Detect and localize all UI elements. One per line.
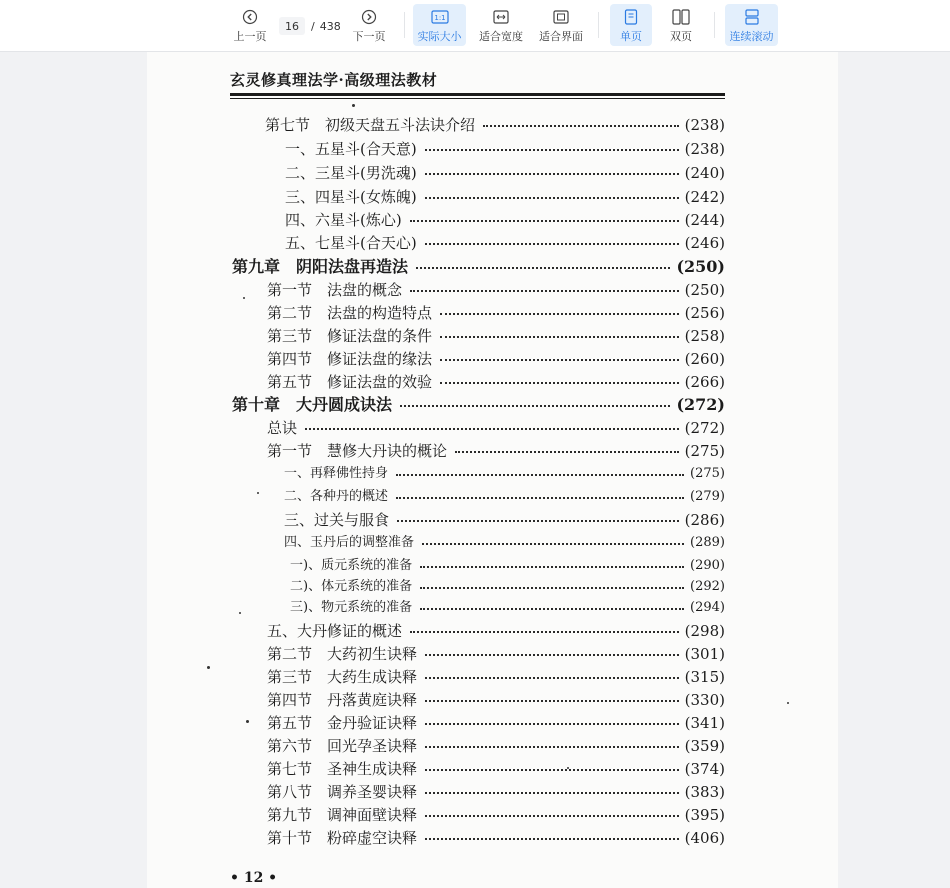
double-page-icon <box>672 8 690 26</box>
leader-dots <box>410 218 679 222</box>
chevron-right-icon <box>361 8 377 26</box>
toc-entry <box>267 827 725 849</box>
toc-entry-title: 一、再释佛性持身 <box>284 466 389 481</box>
leader-dots <box>422 541 684 545</box>
toc-entry <box>284 486 725 508</box>
page-separator: / <box>311 19 315 33</box>
next-page-label: 下一页 <box>352 30 386 43</box>
toc-entry-title: 三、过关与服食 <box>284 511 390 529</box>
fit-page-icon <box>553 8 569 26</box>
toc-entry-page: (292) <box>690 579 725 594</box>
leader-dots <box>440 334 679 338</box>
toc-entry-title: 五、大丹修证的概述 <box>267 622 403 640</box>
toc-entry <box>290 555 725 577</box>
toc-entry-title: 一)、质元系统的准备 <box>290 558 413 573</box>
toc-entry <box>284 509 725 531</box>
toc-entry-page: (266) <box>684 373 725 391</box>
scan-speck <box>567 767 569 769</box>
fit-width-button[interactable] <box>475 4 527 46</box>
toc-entry-title: 第四节 丹落黄庭诀释 <box>267 691 418 709</box>
leader-dots <box>416 265 670 269</box>
toc-entry-page: (374) <box>684 760 725 778</box>
toc-entry-page: (250) <box>676 257 725 276</box>
toc-entry-page: (250) <box>684 281 725 299</box>
toc-chapter <box>232 394 725 416</box>
toc-entry-title: 第一节 法盘的概念 <box>267 281 403 299</box>
leader-dots <box>420 606 684 610</box>
toc-entry-page: (315) <box>684 668 725 686</box>
chevron-left-icon <box>242 8 258 26</box>
toc-entry-page: (341) <box>684 714 725 732</box>
toc-entry-page: (383) <box>684 783 725 801</box>
document-page <box>147 52 838 888</box>
toc-entry <box>267 417 725 439</box>
leader-dots <box>425 147 679 151</box>
toc-entry <box>267 643 725 665</box>
toc-entry-title: 第五节 修证法盘的效验 <box>267 373 433 391</box>
leader-dots <box>400 403 670 407</box>
leader-dots <box>425 241 679 245</box>
next-page-button[interactable] <box>347 4 391 46</box>
toc-entry <box>267 666 725 688</box>
toc-entry-title: 第七节 初级天盘五斗法诀介绍 <box>265 116 476 134</box>
toc-entry <box>285 209 725 231</box>
toc-entry-page: (240) <box>684 164 725 182</box>
actual-size-button[interactable] <box>413 4 466 46</box>
toc-entry <box>267 620 725 642</box>
leader-dots <box>425 813 679 817</box>
toc-entry-title: 第一节 慧修大丹诀的概论 <box>267 442 448 460</box>
toc-entry-title: 第三节 修证法盘的条件 <box>267 327 433 345</box>
toc-entry-page: (275) <box>684 442 725 460</box>
toc-entry-page: (301) <box>684 645 725 663</box>
current-page-input[interactable] <box>279 17 305 35</box>
leader-dots <box>420 585 684 589</box>
leader-dots <box>396 495 684 499</box>
toc-entry <box>267 712 725 734</box>
toc-entry-page: (275) <box>690 466 725 481</box>
fit-width-icon <box>493 8 509 26</box>
toc-entry-page: (244) <box>684 211 725 229</box>
toc-entry <box>267 689 725 711</box>
toc-entry-page: (258) <box>684 327 725 345</box>
leader-dots <box>425 836 679 840</box>
fit-page-button[interactable] <box>535 4 587 46</box>
toc-entry <box>265 114 725 136</box>
leader-dots <box>440 380 679 384</box>
toc-entry-title: 第三节 大药生成诀释 <box>267 668 418 686</box>
toc-entry <box>267 781 725 803</box>
toc-entry-title: 五、七星斗(合天心) <box>285 234 417 252</box>
leader-dots <box>396 472 684 476</box>
toc-entry <box>285 162 725 184</box>
toolbar-divider <box>714 12 715 38</box>
toc-entry-title: 二、三星斗(男洗魂) <box>285 164 417 182</box>
toolbar-divider <box>598 12 599 38</box>
leader-dots <box>425 790 679 794</box>
toc-entry-title: 总诀 <box>267 419 298 437</box>
fit-page-label: 适合界面 <box>539 30 583 43</box>
toc-entry-title: 第九节 调神面壁诀释 <box>267 806 418 824</box>
toc-entry-page: (246) <box>684 234 725 252</box>
leader-dots <box>455 449 679 453</box>
toc-entry-title: 一、五星斗(合天意) <box>285 140 417 158</box>
leader-dots <box>425 744 679 748</box>
scan-speck <box>243 297 245 299</box>
page-indicator <box>279 16 341 36</box>
fit-width-label: 适合宽度 <box>479 30 523 43</box>
scan-speck <box>239 612 241 614</box>
header-rule <box>230 93 725 96</box>
toc-entry-page: (286) <box>684 511 725 529</box>
scan-speck <box>246 720 249 723</box>
toc-entry <box>290 597 725 619</box>
toc-entry <box>267 804 725 826</box>
continuous-scroll-icon <box>744 8 760 26</box>
toc-entry <box>285 186 725 208</box>
toc-entry <box>267 348 725 370</box>
leader-dots <box>410 288 679 292</box>
scan-speck <box>207 666 210 669</box>
toc-entry <box>267 371 725 393</box>
toolbar-divider <box>404 12 405 38</box>
toc-entry-title: 第十章 大丹圆成诀法 <box>232 395 393 414</box>
toc-entry <box>267 302 725 324</box>
toc-entry <box>267 325 725 347</box>
leader-dots <box>305 426 679 430</box>
toc-entry-title: 三、四星斗(女炼魄) <box>285 188 417 206</box>
toc-entry <box>284 463 725 485</box>
total-pages: 438 <box>319 19 341 33</box>
toc-entry-page: (272) <box>684 419 725 437</box>
scan-speck <box>352 104 355 107</box>
single-page-label: 单页 <box>620 30 642 43</box>
toc-entry-title: 第二节 大药初生诀释 <box>267 645 418 663</box>
toc-entry-title: 第六节 回光孕圣诀释 <box>267 737 418 755</box>
toc-entry-title: 三)、物元系统的准备 <box>290 600 413 615</box>
leader-dots <box>483 123 679 127</box>
leader-dots <box>397 518 679 522</box>
prev-page-label: 上一页 <box>233 30 267 43</box>
toc-entry-page: (290) <box>690 558 725 573</box>
header-rule <box>230 98 725 99</box>
leader-dots <box>425 171 679 175</box>
toc-entry <box>285 138 725 160</box>
toc-entry-title: 四、六星斗(炼心) <box>285 211 402 229</box>
toc-entry-page: (256) <box>684 304 725 322</box>
svg-text:1:1: 1:1 <box>433 14 446 22</box>
leader-dots <box>425 675 679 679</box>
leader-dots <box>425 195 679 199</box>
toc-entry-page: (289) <box>690 535 725 550</box>
toc-chapter <box>232 256 725 278</box>
toc-entry-title: 第四节 修证法盘的缘法 <box>267 350 433 368</box>
single-page-icon <box>624 8 638 26</box>
toc-entry <box>267 279 725 301</box>
leader-dots <box>410 629 679 633</box>
double-page-label: 双页 <box>670 30 692 43</box>
leader-dots <box>440 311 679 315</box>
prev-page-button[interactable] <box>228 4 272 46</box>
toc-entry-title: 二、各种丹的概述 <box>284 489 389 504</box>
double-page-button[interactable] <box>660 4 702 46</box>
toc-entry-title: 第二节 法盘的构造特点 <box>267 304 433 322</box>
scan-speck <box>257 492 259 494</box>
actual-size-icon <box>431 8 449 26</box>
toc-entry-page: (238) <box>684 116 725 134</box>
toc-entry-page: (238) <box>684 140 725 158</box>
page-number: • 12 • <box>230 870 278 886</box>
toc-entry-page: (359) <box>684 737 725 755</box>
toc-entry-title: 第五节 金丹验证诀释 <box>267 714 418 732</box>
toc-entry <box>267 758 725 780</box>
toc-entry <box>267 440 725 462</box>
toc-entry-page: (242) <box>684 188 725 206</box>
toc-entry <box>267 735 725 757</box>
leader-dots <box>440 357 679 361</box>
toc-entry-page: (330) <box>684 691 725 709</box>
leader-dots <box>425 652 679 656</box>
toc-entry-page: (406) <box>684 829 725 847</box>
leader-dots <box>425 698 679 702</box>
single-page-button[interactable] <box>610 4 652 46</box>
toc-entry-page: (395) <box>684 806 725 824</box>
continuous-scroll-label: 连续滚动 <box>729 30 774 43</box>
leader-dots <box>425 767 679 771</box>
toc-entry-title: 四、玉丹后的调整准备 <box>284 535 415 550</box>
toc-entry-title: 第十节 粉碎虚空诀释 <box>267 829 418 847</box>
continuous-scroll-button[interactable] <box>725 4 778 46</box>
document-viewer[interactable] <box>0 52 950 888</box>
leader-dots <box>425 721 679 725</box>
toc-entry <box>284 532 725 554</box>
scan-speck <box>787 702 789 704</box>
page-header: 玄灵修真理法学·高级理法教材 <box>230 71 438 89</box>
toc-entry-page: (279) <box>690 489 725 504</box>
toc-entry-page: (260) <box>684 350 725 368</box>
leader-dots <box>420 564 684 568</box>
toc-entry <box>290 576 725 598</box>
toc-entry-title: 第八节 调养圣婴诀释 <box>267 783 418 801</box>
toc-entry-title: 第九章 阴阳法盘再造法 <box>232 257 409 276</box>
toc-entry-page: (298) <box>684 622 725 640</box>
actual-size-label: 实际大小 <box>417 30 462 43</box>
viewer-toolbar <box>0 0 950 52</box>
toc-entry-title: 二)、体元系统的准备 <box>290 579 413 594</box>
toc-entry-page: (294) <box>690 600 725 615</box>
toc-entry-title: 第七节 圣神生成诀释 <box>267 760 418 778</box>
toc-entry-page: (272) <box>676 395 725 414</box>
toc-entry <box>285 232 725 254</box>
